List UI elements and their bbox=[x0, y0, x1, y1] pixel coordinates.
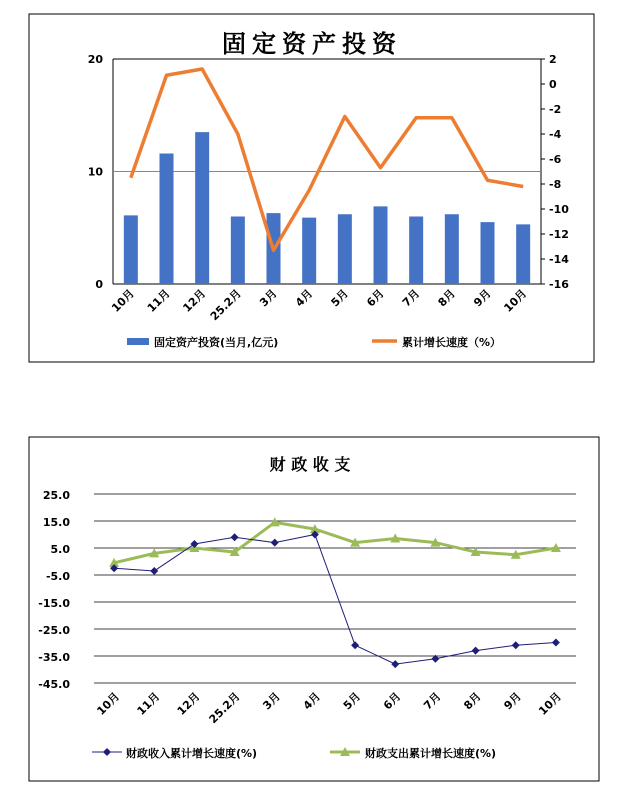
x-category-label: 10月 bbox=[501, 286, 530, 315]
x-category-label: 5月 bbox=[328, 286, 351, 310]
x-category-label: 25.2月 bbox=[207, 286, 244, 324]
x-category-label: 11月 bbox=[144, 286, 173, 315]
right-y-tick-label: 2 bbox=[549, 53, 557, 66]
x-category-label: 3月 bbox=[257, 286, 280, 310]
y-tick-label: 15.0 bbox=[42, 516, 70, 529]
right-y-tick-label: 0 bbox=[549, 78, 557, 91]
x-category-label: 8月 bbox=[435, 286, 458, 310]
legend-line-label: 累计增长速度（%） bbox=[402, 336, 502, 349]
right-y-tick-label: -14 bbox=[549, 253, 569, 266]
y-tick-label: 25.0 bbox=[42, 489, 70, 502]
legend-revenue-label: 财政收入累计增长速度(%) bbox=[126, 747, 258, 760]
x-category-label: 25.2月 bbox=[206, 689, 243, 727]
x-category-label: 7月 bbox=[399, 286, 423, 310]
x-category-label: 8月 bbox=[461, 689, 484, 713]
x-category-label: 4月 bbox=[292, 286, 316, 310]
x-category-label: 6月 bbox=[364, 286, 387, 310]
x-category-label: 10月 bbox=[94, 689, 123, 718]
right-y-tick-label: -2 bbox=[549, 103, 562, 116]
y-tick-label: -15.0 bbox=[38, 597, 70, 610]
x-category-label: 7月 bbox=[421, 689, 444, 713]
y-tick-label: -35.0 bbox=[38, 651, 70, 664]
x-category-label: 5月 bbox=[340, 689, 364, 713]
x-category-label: 4月 bbox=[300, 689, 324, 713]
right-y-tick-label: -12 bbox=[549, 228, 569, 241]
right-y-tick-label: -8 bbox=[549, 178, 562, 191]
legend-bar-label: 固定资产投资(当月,亿元) bbox=[154, 336, 279, 349]
y-tick-label: -5.0 bbox=[45, 570, 70, 583]
y-tick-label: 5.0 bbox=[50, 543, 70, 556]
x-category-label: 9月 bbox=[501, 689, 524, 713]
x-category-label: 6月 bbox=[380, 689, 404, 713]
x-category-label: 12月 bbox=[180, 286, 209, 315]
left-y-tick-label: 10 bbox=[87, 165, 103, 179]
left-y-tick-label: 20 bbox=[87, 53, 103, 66]
x-category-label: 10月 bbox=[109, 286, 137, 315]
legend-expenditure-label: 财政支出累计增长速度(%) bbox=[365, 747, 497, 760]
y-tick-label: -25.0 bbox=[38, 624, 70, 637]
right-y-tick-label: -10 bbox=[549, 203, 569, 216]
right-y-tick-label: -16 bbox=[549, 278, 569, 291]
left-y-tick-label: 0 bbox=[95, 278, 103, 291]
right-y-tick-label: -4 bbox=[549, 128, 562, 141]
right-y-tick-label: -6 bbox=[549, 153, 562, 166]
x-category-label: 10月 bbox=[536, 689, 565, 718]
chart2-title: 财 政 收 支 bbox=[269, 455, 351, 474]
y-tick-label: -45.0 bbox=[38, 678, 70, 691]
x-category-label: 11月 bbox=[134, 689, 163, 718]
x-category-label: 3月 bbox=[260, 689, 283, 713]
chart2-frame bbox=[29, 437, 599, 781]
x-category-label: 12月 bbox=[174, 689, 203, 718]
x-category-label: 9月 bbox=[471, 286, 494, 310]
chart1-title: 固定资产投资 bbox=[222, 30, 402, 58]
